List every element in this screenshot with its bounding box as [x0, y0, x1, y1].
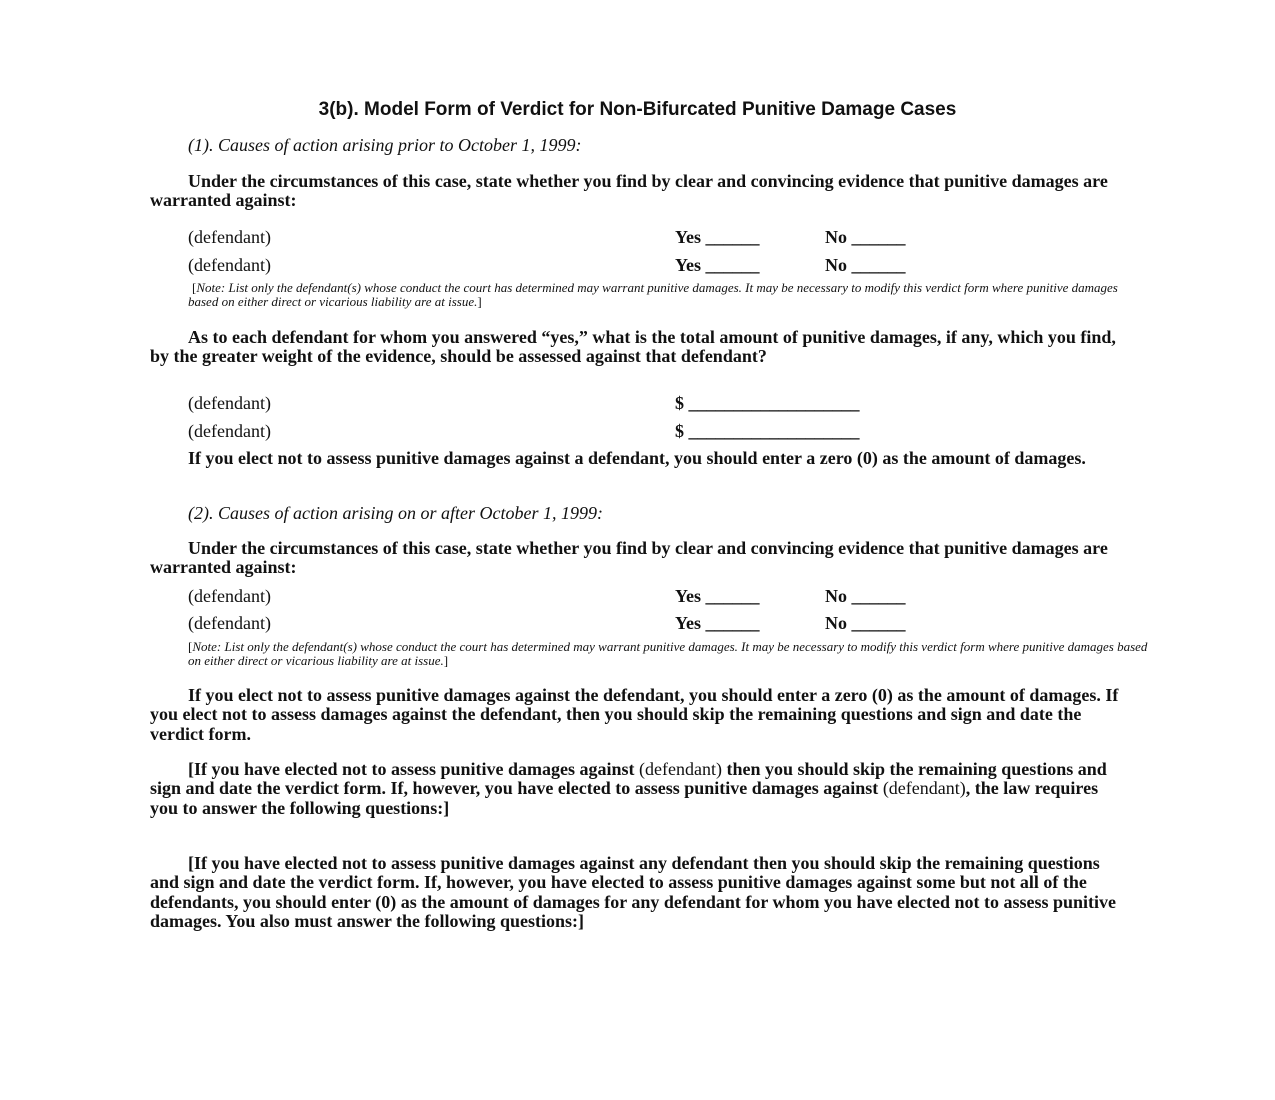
section1-amount-question: As to each defendant for whom you answered “yes,” what is the total amount of punitive damages, if any, which you find, by the greater weight of the evidence, should be assessed against that defendant?: [150, 327, 1116, 367]
section2-instruction-2-part1: [If you have elected not to assess punitive damages against: [188, 759, 640, 779]
section2-instruction-3: [If you have elected not to assess punitive damages against any defendant then you should skip the remaining questions and sign and date the verdict form. If, however, you have elected to assess punitive damages against some but not all of the defendants, you should enter (0) as the amount of damages for any defendant for whom you have elected not to assess punitive damages. You also must answer the following questions:]: [150, 853, 1117, 931]
section1-yes-field-1[interactable]: Yes ______: [675, 227, 760, 247]
section2-question: Under the circumstances of this case, state whether you find by clear and convincing evidence that punitive damages are warranted against:: [150, 538, 1108, 578]
section1-amount-defendant-2: (defendant): [188, 421, 271, 441]
section2-instruction-2-defendant-1: (defendant): [639, 759, 722, 779]
section2-note-open: [: [188, 639, 193, 654]
section2-yes-field-2[interactable]: Yes ______: [675, 613, 760, 633]
section1-zero-instruction: If you elect not to assess punitive damages against a defendant, you should enter a zero (0) as the amount of damages.: [188, 448, 1086, 468]
page-title: 3(b). Model Form of Verdict for Non-Bifurcated Punitive Damage Cases: [318, 99, 957, 120]
section1-note: [188, 281, 1148, 309]
section2-no-field-2[interactable]: No ______: [825, 613, 906, 633]
section2-instruction-2-part3: , the law requires you to answer the following questions:]: [150, 778, 1099, 818]
section2-instruction-2-defendant-2: (defendant): [882, 778, 966, 799]
section1-amount-field-2[interactable]: $ ___________________: [675, 421, 860, 441]
section1-yes-field-2[interactable]: Yes ______: [675, 255, 760, 275]
section2-note-text: Note: List only the defendant(s) whose conduct the court has determined may warrant punitive damages. It may be necessary to modify this verdict form where punitive damages based on either direct or vicarious liability are at issue.: [188, 639, 1148, 668]
section2-instruction-2-part2: then you should skip the remaining questions and sign and date the verdict form. If, however, you have elected to assess punitive damages against: [150, 759, 1107, 799]
section2-defendant-1: (defendant): [188, 586, 271, 606]
section1-note-open: [: [192, 280, 197, 295]
section1-amount-defendant-1: (defendant): [188, 393, 271, 413]
section2-heading: (2). Causes of action arising on or after October 1, 1999:: [188, 503, 603, 523]
section1-note-text: Note: List only the defendant(s) whose conduct the court has determined may warrant punitive damages. It may be necessary to modify this verdict form where punitive damages based on either direct or vicarious liability are at issue.: [188, 280, 1118, 309]
section1-defendant-1: (defendant): [188, 227, 271, 247]
section2-no-field-1[interactable]: No ______: [825, 586, 906, 606]
section2-note-close: ]: [443, 653, 449, 668]
section1-no-field-1[interactable]: No ______: [825, 227, 906, 247]
section1-question: Under the circumstances of this case, state whether you find by clear and convincing evidence that punitive damages are warranted against:: [150, 171, 1108, 211]
section1-heading: (1). Causes of action arising prior to October 1, 1999:: [188, 135, 582, 155]
section1-amount-field-1[interactable]: $ ___________________: [675, 393, 860, 413]
section1-no-field-2[interactable]: No ______: [825, 255, 906, 275]
section2-instruction-1: If you elect not to assess punitive damages against the defendant, you should enter a zero (0) as the amount of damages. If you elect not to assess damages against the defendant, then you should skip the remaining questions and sign and date the verdict form.: [150, 685, 1119, 744]
section2-instruction-2: [150, 760, 1125, 818]
section2-yes-field-1[interactable]: Yes ______: [675, 586, 760, 606]
section2-note: [188, 640, 1148, 668]
section1-note-close: ]: [477, 294, 482, 309]
section1-defendant-2: (defendant): [188, 255, 271, 275]
section2-defendant-2: (defendant): [188, 613, 271, 633]
